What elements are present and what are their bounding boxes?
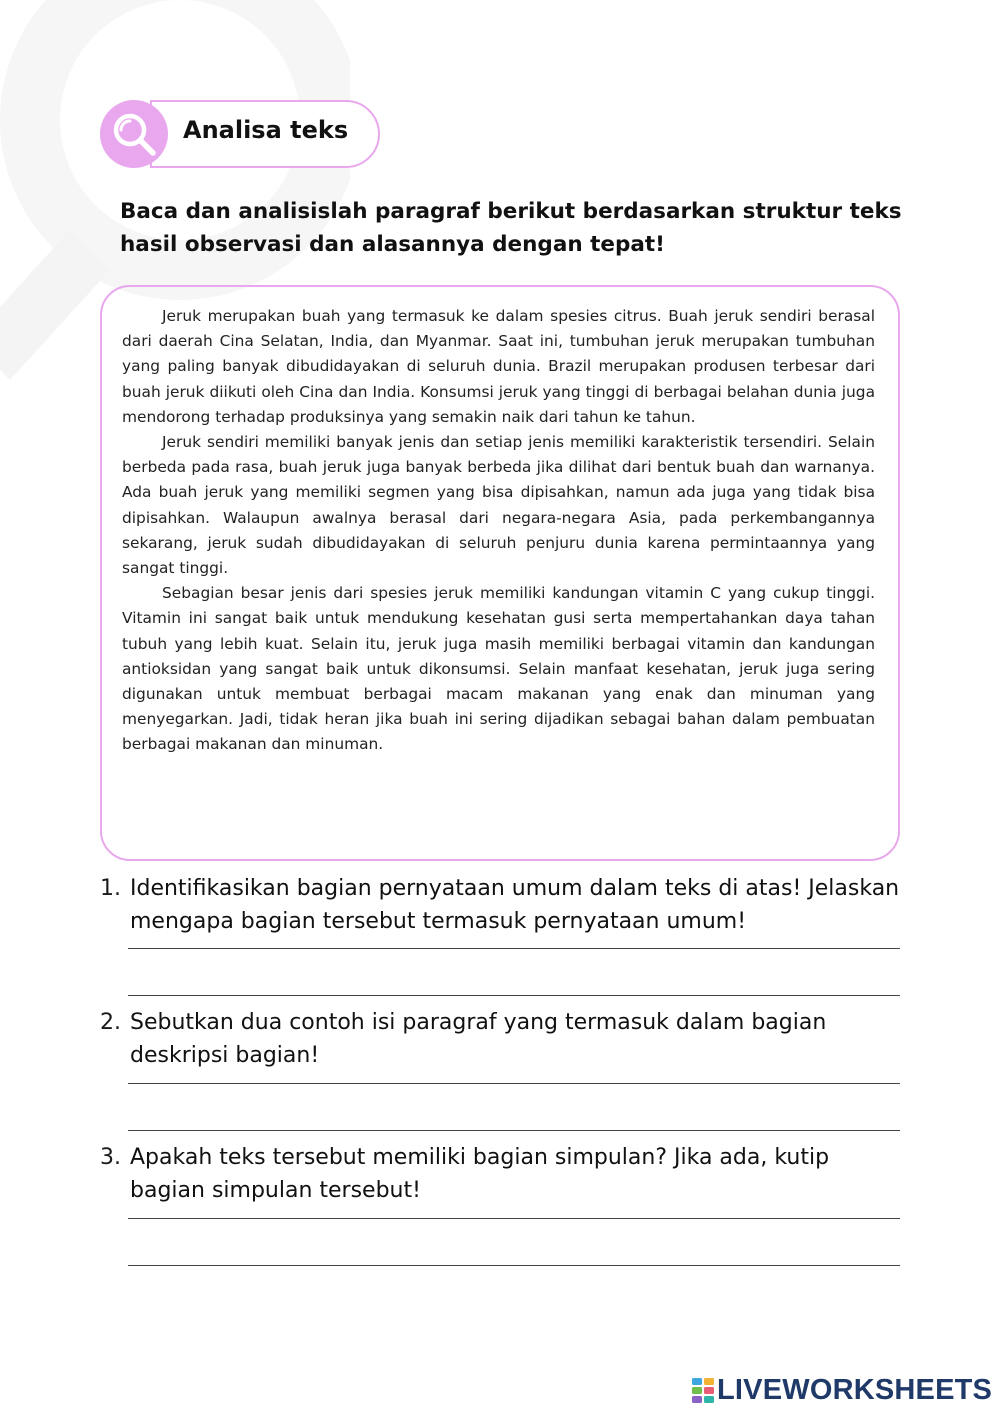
header-icon-circle <box>100 100 168 168</box>
logo-grid-icon <box>692 1377 714 1403</box>
logo-text: LIVEWORKSHEETS <box>717 1373 993 1406</box>
section-title: Analisa teks <box>183 116 349 144</box>
question-2 <box>100 1006 910 1131</box>
question-number: 2. <box>100 1010 121 1035</box>
question-text: Identifikasikan bagian pernyataan umum dalam teks di atas! Jelaskan mengapa bagian tersebut termasuk pernyataan umum! <box>130 876 900 934</box>
passage-paragraph: Sebagian besar jenis dari spesies jeruk memiliki kandungan vitamin C yang cukup tinggi. Vitamin ini sangat baik untuk mendukung kesehatan gusi serta mempertahankan daya tahan tubuh yang lebih kuat. Selain itu, jeruk juga masih memiliki berbagai vitamin dan kandungan antioksidan yang sangat baik untuk dikonsumsi. Selain manfaat kesehatan, jeruk juga sering digunakan untuk membuat berbagai macam makanan yang enak dan minuman yang menyegarkan. Jadi, tidak heran jika buah ini sering dijadikan sebagai bahan dalam pembuatan berbagai makanan dan minuman. <box>122 584 875 754</box>
question-text: Sebutkan dua contoh isi paragraf yang termasuk dalam bagian deskripsi bagian! <box>130 1010 827 1068</box>
liveworksheets-logo[interactable] <box>692 1373 992 1407</box>
question-number: 1. <box>100 876 121 901</box>
passage-box <box>100 285 900 861</box>
question-text: Apakah teks tersebut memiliki bagian simpulan? Jika ada, kutip bagian simpulan tersebut! <box>130 1145 830 1203</box>
question-3 <box>100 1141 910 1266</box>
instruction-text: Baca dan analisislah paragraf berikut berdasarkan struktur teks hasil observasi dan alasannya dengan tepat! <box>120 199 902 257</box>
answer-line[interactable] <box>128 948 900 949</box>
answer-line[interactable] <box>128 1083 900 1084</box>
question-number: 3. <box>100 1145 121 1170</box>
answer-line[interactable] <box>128 1218 900 1219</box>
question-list <box>100 872 910 1266</box>
passage-paragraph: Jeruk sendiri memiliki banyak jenis dan setiap jenis memiliki karakteristik tersendiri. Selain berbeda pada rasa, buah jeruk juga banyak berbeda jika dilihat dari bentuk buah dan warnanya. Ada buah jeruk yang memiliki segmen yang bisa dipisahkan, namun ada juga yang tidak bisa dipisahkan. Walaupun awalnya berasal dari negara-negara Asia, pada perkembangannya sekarang, jeruk sudah dibudidayakan di seluruh penjuru dunia karena permintaannya yang sangat tinggi. <box>122 433 875 578</box>
answer-line[interactable] <box>128 995 900 996</box>
passage-paragraph: Jeruk merupakan buah yang termasuk ke dalam spesies citrus. Buah jeruk sendiri berasal dari daerah Cina Selatan, India, dan Myanmar. Saat ini, tumbuhan jeruk merupakan tumbuhan yang paling banyak dibudidayakan di seluruh dunia. Brazil merupakan produsen terbesar dari buah jeruk diikuti oleh Cina dan India. Konsumsi jeruk yang tinggi di berbagai belahan dunia juga mendorong terhadap produksinya yang semakin naik dari tahun ke tahun. <box>122 307 875 426</box>
question-1 <box>100 872 910 996</box>
answer-line[interactable] <box>128 1265 900 1266</box>
answer-line[interactable] <box>128 1130 900 1131</box>
search-icon <box>110 110 158 158</box>
